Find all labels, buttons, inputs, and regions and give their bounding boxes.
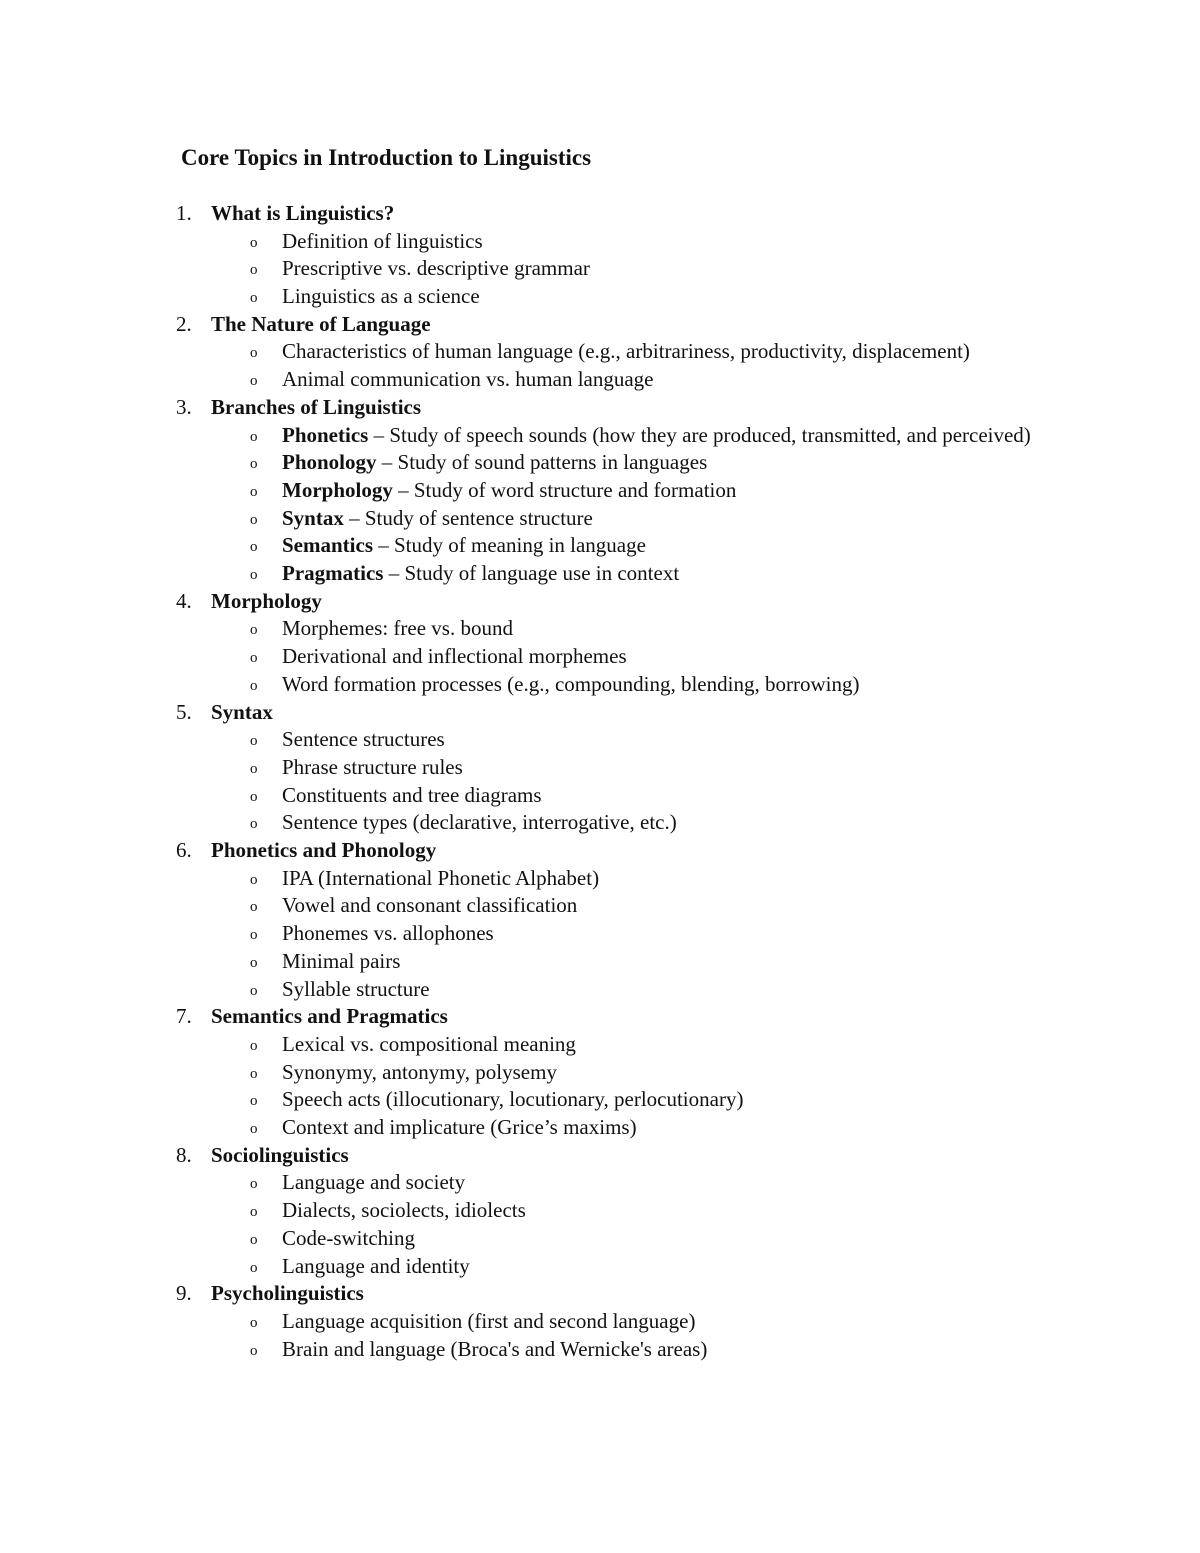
circle-bullet-icon: o — [250, 1259, 258, 1276]
subtopic-list — [170, 1031, 1070, 1142]
subtopic-description: Sentence structures — [282, 727, 445, 752]
topic-heading — [170, 699, 1070, 727]
topic-number: 5. — [176, 699, 192, 724]
subtopic-term: Morphology — [282, 477, 393, 502]
subtopic-term: Pragmatics — [282, 561, 384, 586]
subtopic-item — [170, 1308, 1070, 1336]
subtopic-item — [170, 449, 1070, 477]
circle-bullet-icon: o — [250, 262, 258, 279]
document-title: Core Topics in Introduction to Linguistics — [181, 145, 592, 170]
subtopic-item — [170, 643, 1070, 671]
topic-number: 6. — [176, 838, 192, 863]
subtopic-item — [170, 726, 1070, 754]
circle-bullet-icon: o — [250, 650, 258, 667]
subtopic-text — [282, 1031, 1072, 1059]
subtopic-text — [282, 782, 1072, 810]
subtopic-description: Definition of linguistics — [282, 228, 483, 253]
topic-heading — [170, 311, 1070, 339]
circle-bullet-icon: o — [250, 760, 258, 777]
subtopic-text — [282, 1114, 1072, 1142]
subtopic-description: Constituents and tree diagrams — [282, 782, 542, 807]
topic-number: 2. — [176, 311, 192, 336]
topic-number: 3. — [176, 394, 192, 419]
circle-bullet-icon: o — [250, 1204, 258, 1221]
subtopic-item — [170, 532, 1070, 560]
subtopic-item — [170, 976, 1070, 1004]
topic-item — [170, 1003, 1070, 1142]
subtopic-description: Speech acts (illocutionary, locutionary, perlocutionary) — [282, 1087, 744, 1112]
topic-title: Psycholinguistics — [211, 1281, 364, 1306]
subtopic-term: Syntax — [282, 505, 344, 530]
topic-heading — [170, 588, 1070, 616]
subtopic-item — [170, 1336, 1070, 1364]
subtopic-text — [282, 920, 1072, 948]
subtopic-text — [282, 338, 1072, 366]
subtopic-list — [170, 228, 1070, 311]
subtopic-list — [170, 1169, 1070, 1280]
subtopic-item — [170, 782, 1070, 810]
subtopic-list — [170, 338, 1070, 393]
subtopic-item — [170, 1114, 1070, 1142]
topic-heading — [170, 394, 1070, 422]
subtopic-description: – Study of word structure and formation — [392, 477, 737, 502]
circle-bullet-icon: o — [250, 290, 258, 307]
subtopic-description: – Study of sentence structure — [343, 505, 593, 530]
subtopic-list — [170, 865, 1070, 1004]
subtopic-description: Prescriptive vs. descriptive grammar — [282, 256, 590, 281]
subtopic-item — [170, 1031, 1070, 1059]
subtopic-item — [170, 754, 1070, 782]
subtopic-description: Dialects, sociolects, idiolects — [282, 1198, 526, 1223]
subtopic-item — [170, 1059, 1070, 1087]
subtopic-item — [170, 505, 1070, 533]
subtopic-description: Language and identity — [282, 1253, 470, 1278]
subtopic-text — [282, 1253, 1072, 1281]
subtopic-term: Semantics — [282, 533, 373, 558]
subtopic-description: Vowel and consonant classification — [282, 893, 578, 918]
subtopic-description: Synonymy, antonymy, polysemy — [282, 1059, 557, 1084]
subtopic-text — [282, 726, 1072, 754]
topic-title: What is Linguistics? — [211, 201, 395, 225]
topic-item — [170, 1280, 1070, 1363]
subtopic-item — [170, 366, 1070, 394]
subtopic-description: IPA (International Phonetic Alphabet) — [282, 865, 600, 890]
subtopic-text — [282, 505, 1072, 533]
subtopic-description: Language and society — [282, 1170, 466, 1195]
subtopic-term: Phonology — [282, 450, 377, 475]
circle-bullet-icon: o — [250, 1231, 258, 1248]
subtopic-item — [170, 948, 1070, 976]
subtopic-item — [170, 1169, 1070, 1197]
circle-bullet-icon: o — [250, 982, 258, 999]
topic-number: 4. — [176, 588, 192, 613]
subtopic-item — [170, 920, 1070, 948]
topic-item — [170, 394, 1070, 588]
subtopic-item — [170, 1086, 1070, 1114]
subtopic-text — [282, 283, 1072, 311]
circle-bullet-icon: o — [250, 622, 258, 639]
circle-bullet-icon: o — [250, 733, 258, 750]
subtopic-description: Linguistics as a science — [282, 284, 480, 309]
subtopic-text — [282, 615, 1072, 643]
subtopic-description: Code-switching — [282, 1225, 415, 1250]
subtopic-description: Phrase structure rules — [282, 754, 463, 779]
subtopic-description: – Study of speech sounds (how they are produced, transmitted, and perceived) — [368, 422, 1031, 447]
circle-bullet-icon: o — [250, 345, 258, 362]
topic-number: 9. — [176, 1281, 192, 1306]
subtopic-description: Morphemes: free vs. bound — [282, 616, 513, 641]
circle-bullet-icon: o — [250, 816, 258, 833]
subtopic-text — [282, 865, 1072, 893]
subtopic-text — [282, 560, 1072, 588]
subtopic-text — [282, 422, 1072, 450]
topic-title: Semantics and Pragmatics — [211, 1004, 448, 1029]
subtopic-item — [170, 615, 1070, 643]
topic-title: Morphology — [211, 588, 322, 613]
topic-heading — [170, 1280, 1070, 1308]
subtopic-text — [282, 228, 1072, 256]
subtopic-description: – Study of meaning in language — [373, 533, 646, 558]
subtopic-text — [282, 754, 1072, 782]
topic-item — [170, 837, 1070, 1003]
subtopic-text — [282, 1225, 1072, 1253]
subtopic-list — [170, 615, 1070, 698]
circle-bullet-icon: o — [250, 373, 258, 390]
circle-bullet-icon: o — [250, 539, 258, 556]
subtopic-text — [282, 643, 1072, 671]
subtopic-text — [282, 477, 1072, 505]
subtopic-description: Lexical vs. compositional meaning — [282, 1031, 576, 1056]
subtopic-item — [170, 892, 1070, 920]
subtopic-description: Characteristics of human language (e.g., arbitrariness, productivity, displacement) — [282, 339, 970, 364]
topic-item — [170, 588, 1070, 699]
subtopic-text — [282, 892, 1072, 920]
circle-bullet-icon: o — [250, 1093, 258, 1110]
circle-bullet-icon: o — [250, 1342, 258, 1359]
subtopic-description: Language acquisition (first and second language) — [282, 1308, 696, 1333]
subtopic-item — [170, 671, 1070, 699]
subtopic-item — [170, 560, 1070, 588]
circle-bullet-icon: o — [250, 954, 258, 971]
circle-bullet-icon: o — [250, 234, 258, 251]
subtopic-text — [282, 1169, 1072, 1197]
circle-bullet-icon: o — [250, 1037, 258, 1054]
circle-bullet-icon: o — [250, 899, 258, 916]
subtopic-item — [170, 338, 1070, 366]
subtopic-item — [170, 228, 1070, 256]
subtopic-list — [170, 726, 1070, 837]
subtopic-description: – Study of sound patterns in languages — [376, 450, 708, 475]
subtopic-description: Animal communication vs. human language — [282, 367, 654, 392]
topic-number: 1. — [176, 201, 192, 225]
circle-bullet-icon: o — [250, 1314, 258, 1331]
topic-heading — [170, 1142, 1070, 1170]
subtopic-term: Phonetics — [282, 422, 369, 447]
topic-outline — [170, 200, 1070, 1363]
subtopic-text — [282, 1308, 1072, 1336]
circle-bullet-icon: o — [250, 1065, 258, 1082]
subtopic-list — [170, 422, 1070, 588]
subtopic-text — [282, 671, 1072, 699]
circle-bullet-icon: o — [250, 1176, 258, 1193]
subtopic-description: Minimal pairs — [282, 948, 401, 973]
subtopic-text — [282, 1336, 1072, 1364]
circle-bullet-icon: o — [250, 1121, 258, 1138]
circle-bullet-icon: o — [250, 927, 258, 944]
topic-heading — [170, 1003, 1070, 1031]
subtopic-description: Derivational and inflectional morphemes — [282, 644, 627, 669]
subtopic-description: Syllable structure — [282, 976, 430, 1001]
topic-heading — [170, 837, 1070, 865]
topic-title: Phonetics and Phonology — [211, 838, 437, 863]
subtopic-text — [282, 948, 1072, 976]
circle-bullet-icon: o — [250, 567, 258, 584]
subtopic-description: Sentence types (declarative, interrogative, etc.) — [282, 810, 677, 835]
circle-bullet-icon: o — [250, 677, 258, 694]
topic-title: Sociolinguistics — [211, 1142, 349, 1167]
subtopic-item — [170, 422, 1070, 450]
subtopic-text — [282, 1086, 1072, 1114]
subtopic-text — [282, 1197, 1072, 1225]
subtopic-item — [170, 255, 1070, 283]
subtopic-text — [282, 255, 1072, 283]
subtopic-text — [282, 366, 1072, 394]
subtopic-item — [170, 283, 1070, 311]
subtopic-list — [170, 1308, 1070, 1363]
topic-item — [170, 699, 1070, 838]
subtopic-text — [282, 532, 1072, 560]
subtopic-item — [170, 1225, 1070, 1253]
topic-number: 7. — [176, 1004, 192, 1029]
subtopic-description: Phonemes vs. allophones — [282, 921, 494, 946]
topic-item — [170, 200, 1070, 311]
topic-title: Syntax — [211, 699, 273, 724]
topic-title: The Nature of Language — [211, 311, 431, 336]
circle-bullet-icon: o — [250, 788, 258, 805]
topic-item — [170, 1142, 1070, 1281]
subtopic-text — [282, 1059, 1072, 1087]
subtopic-description: Brain and language (Broca's and Wernicke's areas) — [282, 1336, 708, 1361]
topic-number: 8. — [176, 1142, 192, 1167]
subtopic-description: Word formation processes (e.g., compounding, blending, borrowing) — [282, 671, 860, 696]
circle-bullet-icon: o — [250, 428, 258, 445]
subtopic-description: Context and implicature (Grice’s maxims) — [282, 1115, 637, 1140]
topic-item — [170, 311, 1070, 394]
circle-bullet-icon: o — [250, 483, 258, 500]
topic-heading — [170, 200, 1070, 228]
subtopic-text — [282, 449, 1072, 477]
subtopic-item — [170, 477, 1070, 505]
circle-bullet-icon: o — [250, 456, 258, 473]
circle-bullet-icon: o — [250, 871, 258, 888]
circle-bullet-icon: o — [250, 511, 258, 528]
subtopic-text — [282, 809, 1072, 837]
subtopic-description: – Study of language use in context — [383, 561, 680, 586]
topic-title: Branches of Linguistics — [211, 394, 422, 419]
subtopic-item — [170, 865, 1070, 893]
subtopic-item — [170, 809, 1070, 837]
subtopic-text — [282, 976, 1072, 1004]
subtopic-item — [170, 1197, 1070, 1225]
subtopic-item — [170, 1253, 1070, 1281]
